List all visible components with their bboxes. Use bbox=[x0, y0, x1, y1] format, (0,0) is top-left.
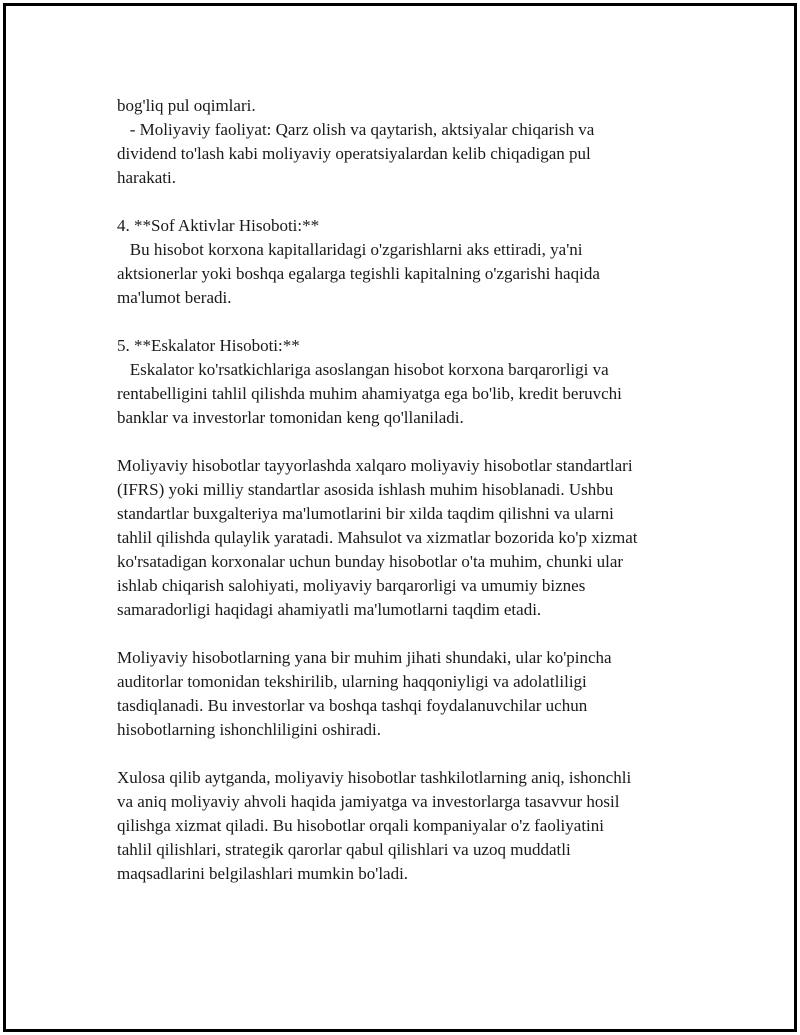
text-line: Bu hisobot korxona kapitallaridagi o'zgarishlarni aks ettiradi, ya'ni bbox=[117, 240, 583, 259]
paragraph-escalator-report bbox=[117, 334, 697, 430]
paragraph-gap bbox=[117, 742, 697, 766]
text-line: harakati. bbox=[117, 168, 176, 187]
text-line: standartlar buxgalteriya ma'lumotlarini bir xilda taqdim qilishni va ularni bbox=[117, 504, 614, 523]
text-line: ishlab chiqarish salohiyati, moliyaviy barqarorligi va umumiy biznes bbox=[117, 576, 586, 595]
text-line: hisobotlarning ishonchliligini oshiradi. bbox=[117, 720, 381, 739]
paragraph-conclusion bbox=[117, 766, 697, 886]
text-line: banklar va investorlar tomonidan keng qo'llaniladi. bbox=[117, 408, 464, 427]
text-line: Eskalator ko'rsatkichlariga asoslangan hisobot korxona barqarorligi va bbox=[117, 360, 609, 379]
paragraph-net-assets-report bbox=[117, 214, 697, 310]
text-line: ko'rsatadigan korxonalar uchun bunday hisobotlar o'ta muhim, chunki ular bbox=[117, 552, 624, 571]
paragraph-gap bbox=[117, 430, 697, 454]
paragraph-standards bbox=[117, 454, 697, 622]
text-line: - Moliyaviy faoliyat: Qarz olish va qaytarish, aktsiyalar chiqarish va bbox=[117, 120, 595, 139]
section-heading: 5. **Eskalator Hisoboti:** bbox=[117, 336, 300, 355]
text-line: Xulosa qilib aytganda, moliyaviy hisobotlar tashkilotlarning aniq, ishonchli bbox=[117, 768, 632, 787]
text-line: tahlil qilishda qulaylik yaratadi. Mahsulot va xizmatlar bozorida ko'p xizmat bbox=[117, 528, 638, 547]
section-heading: 4. **Sof Aktivlar Hisoboti:** bbox=[117, 216, 320, 235]
text-line: bog'liq pul oqimlari. bbox=[117, 96, 256, 115]
text-line: qilishga xizmat qiladi. Bu hisobotlar orqali kompaniyalar o'z faoliyatini bbox=[117, 816, 604, 835]
text-line: va aniq moliyaviy ahvoli haqida jamiyatga va investorlarga tasavvur hosil bbox=[117, 792, 620, 811]
text-line: Moliyaviy hisobotlar tayyorlashda xalqaro moliyaviy hisobotlar standartlari bbox=[117, 456, 633, 475]
text-line: Moliyaviy hisobotlarning yana bir muhim jihati shundaki, ular ko'pincha bbox=[117, 648, 612, 667]
text-line: ma'lumot beradi. bbox=[117, 288, 232, 307]
text-line: rentabelligini tahlil qilishda muhim ahamiyatga ega bo'lib, kredit beruvchi bbox=[117, 384, 622, 403]
text-line: maqsadlarini belgilashlari mumkin bo'ladi. bbox=[117, 864, 409, 883]
text-line: dividend to'lash kabi moliyaviy operatsiyalardan kelib chiqadigan pul bbox=[117, 144, 591, 163]
text-line: tasdiqlanadi. Bu investorlar va boshqa tashqi foydalanuvchilar uchun bbox=[117, 696, 588, 715]
paragraph-gap bbox=[117, 310, 697, 334]
text-line: aktsionerlar yoki boshqa egalarga tegishli kapitalning o'zgarishi haqida bbox=[117, 264, 600, 283]
document-body bbox=[117, 94, 697, 886]
text-line: samaradorligi haqidagi ahamiyatli ma'lumotlarni taqdim etadi. bbox=[117, 600, 542, 619]
paragraph-audit bbox=[117, 646, 697, 742]
paragraph-gap bbox=[117, 190, 697, 214]
paragraph-cash-flow-continuation bbox=[117, 94, 697, 190]
text-line: auditorlar tomonidan tekshirilib, ularning haqqoniyligi va adolatliligi bbox=[117, 672, 587, 691]
paragraph-gap bbox=[117, 622, 697, 646]
text-line: tahlil qilishlari, strategik qarorlar qabul qilishlari va uzoq muddatli bbox=[117, 840, 571, 859]
text-line: (IFRS) yoki milliy standartlar asosida ishlash muhim hisoblanadi. Ushbu bbox=[117, 480, 614, 499]
